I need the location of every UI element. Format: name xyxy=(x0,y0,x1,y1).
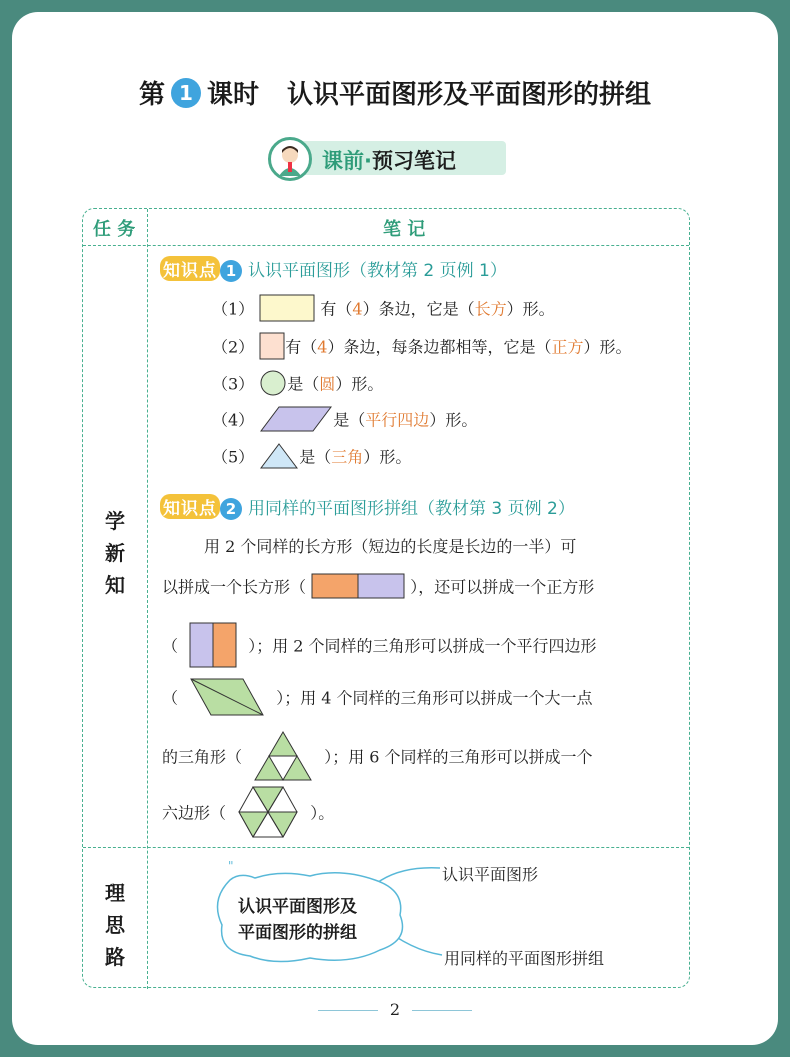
circle-shape-icon xyxy=(259,369,287,401)
item-text: ）形。 xyxy=(583,337,632,357)
rectangle-shape-icon xyxy=(259,294,315,326)
two-rectangles-square-icon xyxy=(189,622,237,672)
answer: 4 xyxy=(317,337,328,357)
item-label: （4） xyxy=(212,410,255,430)
two-triangles-parallelogram-icon xyxy=(189,677,265,721)
kp-number-badge: 2 xyxy=(220,498,242,520)
para-text: ）；用 2 个同样的三角形可以拼成一个平行四边形 xyxy=(248,636,597,656)
page-footer xyxy=(0,1000,790,1019)
item-label: （3） xyxy=(212,374,255,394)
kp1-item-4 xyxy=(212,405,477,437)
kp1-item-5 xyxy=(212,442,411,474)
para-text: ）；用 4 个同样的三角形可以拼成一个大一点 xyxy=(276,688,593,708)
kp2-line-3 xyxy=(162,622,597,672)
banner-dot: · xyxy=(364,149,372,173)
item-text: ）条边，每条边都相等，它是（ xyxy=(327,337,552,357)
item-text: 是（ xyxy=(299,447,332,467)
student-avatar-icon xyxy=(268,137,312,181)
answer: 平行四边 xyxy=(365,410,430,430)
para-text: 以拼成一个长方形（ xyxy=(162,577,307,597)
para-text: ），还可以拼成一个正方形 xyxy=(410,577,595,597)
item-label: （5） xyxy=(212,447,255,467)
col-header-notes: 笔 记 xyxy=(383,219,426,240)
item-text: 有（ xyxy=(285,337,318,357)
side-char: 理 xyxy=(105,881,125,905)
kp-tag: 知识点 xyxy=(160,256,220,281)
item-text: ）形。 xyxy=(363,447,412,467)
answer: 长方 xyxy=(474,299,507,319)
answer: 4 xyxy=(352,299,363,319)
six-triangles-hexagon-icon xyxy=(237,785,299,843)
para-text: 六边形（ xyxy=(162,803,227,823)
triangle-shape-icon xyxy=(259,442,299,474)
answer: 三角 xyxy=(331,447,364,467)
banner-part2: 预习笔记 xyxy=(371,149,456,173)
side-label-learn xyxy=(83,505,147,601)
item-text: 是（ xyxy=(287,374,320,394)
item-text: 是（ xyxy=(333,410,366,430)
item-text: ）条边，它是（ xyxy=(362,299,475,319)
kp1-item-2 xyxy=(212,332,632,364)
knowledge-point-1-heading xyxy=(160,256,507,282)
mindmap-center xyxy=(238,894,357,946)
title-main: 认识平面图形及平面图形的拼组 xyxy=(287,80,652,110)
mindmap-center-line: 认识平面图形及 xyxy=(238,897,357,917)
answer: 正方 xyxy=(551,337,584,357)
para-text: （ xyxy=(162,688,179,708)
section-banner xyxy=(268,137,508,179)
item-text: 有（ xyxy=(320,299,353,319)
parallelogram-shape-icon xyxy=(259,405,333,437)
side-char: 学 xyxy=(105,509,125,533)
lesson-number-badge: 1 xyxy=(171,78,201,108)
side-char: 路 xyxy=(105,945,125,969)
banner-part1: 课前 xyxy=(322,149,364,173)
two-rectangles-combined-icon xyxy=(311,572,405,604)
para-text: ）；用 6 个同样的三角形可以拼成一个 xyxy=(324,747,593,767)
kp1-item-1 xyxy=(212,294,555,326)
mindmap-branch-2: 用同样的平面图形拼组 xyxy=(444,949,605,968)
item-text: ）形。 xyxy=(506,299,555,319)
side-char: 思 xyxy=(105,913,125,937)
mindmap-branch-1: 认识平面图形 xyxy=(442,865,539,884)
four-triangles-large-triangle-icon xyxy=(253,730,313,786)
kp2-line-6 xyxy=(162,785,334,843)
mindmap-center-line: 平面图形的拼组 xyxy=(238,923,357,943)
kp2-line-5 xyxy=(162,730,593,786)
kp-text: 用同样的平面图形拼组（教材第 3 页例 2） xyxy=(248,499,575,519)
page-number: 2 xyxy=(389,1000,401,1019)
kp2-line-4 xyxy=(162,677,593,721)
kp2-line-2 xyxy=(162,572,594,604)
side-char: 新 xyxy=(105,541,125,565)
kp-text: 认识平面图形（教材第 2 页例 1） xyxy=(248,261,507,281)
para-text: ）。 xyxy=(310,803,335,823)
kp-number-badge: 1 xyxy=(220,260,242,282)
side-char: 知 xyxy=(105,573,125,597)
title-prefix: 第 xyxy=(138,80,165,110)
svg-text:": " xyxy=(228,860,234,873)
item-text: ）形。 xyxy=(429,410,478,430)
item-label: （2） xyxy=(212,337,255,357)
square-shape-icon xyxy=(259,332,285,364)
para-text: 的三角形（ xyxy=(162,747,243,767)
item-text: ）形。 xyxy=(335,374,384,394)
answer: 圆 xyxy=(319,374,336,394)
item-label: （1） xyxy=(212,299,255,319)
kp1-item-3 xyxy=(212,369,383,401)
col-header-task: 任 务 xyxy=(93,219,136,240)
side-label-think xyxy=(83,877,147,973)
page-title xyxy=(0,74,790,111)
knowledge-point-2-heading xyxy=(160,494,575,520)
para-text: （ xyxy=(162,636,179,656)
kp2-line-1: 用 2 个同样的长方形（短边的长度是长边的一半）可 xyxy=(204,537,577,556)
kp-tag: 知识点 xyxy=(160,494,220,519)
title-suffix: 课时 xyxy=(206,80,259,110)
